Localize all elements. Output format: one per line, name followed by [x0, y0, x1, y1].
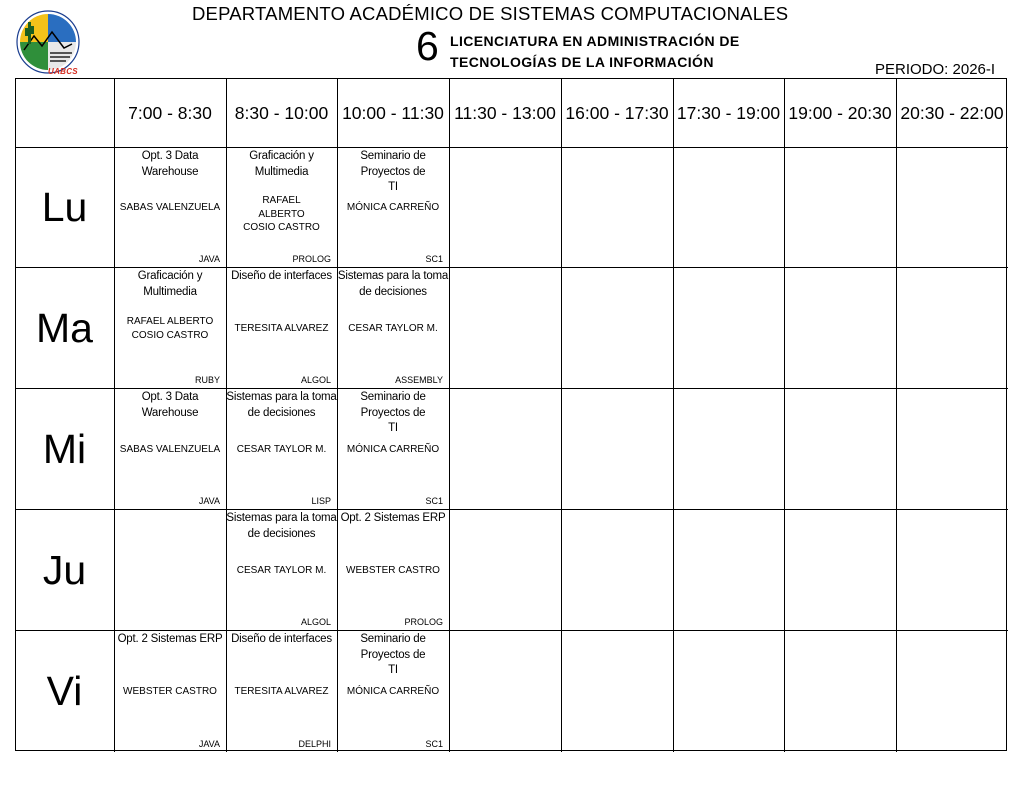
subject-name: Opt. 3 Data Warehouse — [141, 391, 199, 419]
day-label-ju: Ju — [42, 547, 87, 593]
class-cell — [114, 267, 226, 388]
class-cell — [337, 388, 449, 509]
language-tag: JAVA — [198, 739, 220, 749]
time-header: 19:00 - 20:30 — [788, 103, 892, 123]
language-tag: PROLOG — [292, 254, 331, 264]
class-cell — [337, 267, 449, 388]
time-header: 20:30 - 22:00 — [900, 103, 1004, 123]
day-label-ma: Ma — [36, 305, 93, 351]
language-tag: PROLOG — [404, 617, 443, 627]
department-title-text: DEPARTAMENTO ACADÉMICO DE SISTEMAS COMPUTACIONALES — [192, 3, 789, 24]
schedule-table — [15, 78, 1008, 752]
subject-name: Seminario de Proyectos de TI — [360, 633, 426, 676]
logo-text: UABCS — [48, 67, 78, 76]
subject-name: Seminario de Proyectos de TI — [360, 150, 426, 193]
day-label-lu: Lu — [41, 184, 88, 230]
class-cell — [337, 147, 449, 267]
column-divider — [561, 78, 562, 752]
subject-name: Diseño de interfaces — [231, 633, 332, 645]
teacher-name: CESAR TAYLOR M. — [236, 444, 327, 455]
class-cell — [226, 147, 337, 267]
row-divider — [15, 509, 1008, 510]
time-header: 11:30 - 13:00 — [454, 103, 556, 123]
program-title — [450, 31, 740, 73]
subject-name: Sistemas para la toma de decisiones — [337, 270, 449, 298]
language-tag: JAVA — [198, 496, 220, 506]
subject-name: Opt. 2 Sistemas ERP — [117, 633, 223, 645]
language-tag: SC1 — [425, 496, 443, 506]
column-divider — [449, 78, 450, 752]
subject-name: Graficación y Multimedia — [249, 150, 314, 178]
teacher-name: MÓNICA CARREÑO — [346, 202, 440, 213]
subject-name: Sistemas para la toma de decisiones — [226, 391, 337, 419]
program-line-1: LICENCIATURA EN ADMINISTRACIÓN DE — [450, 33, 740, 49]
teacher-name: SABAS VALENZUELA — [119, 202, 221, 213]
period-label: PERIODO: 2026-I — [875, 61, 996, 78]
subject-name: Sistemas para la toma de decisiones — [226, 512, 337, 540]
teacher-name: MÓNICA CARREÑO — [346, 686, 440, 697]
teacher-name: CESAR TAYLOR M. — [348, 323, 438, 334]
time-header: 10:00 - 11:30 — [342, 103, 444, 123]
subject-name: Opt. 2 Sistemas ERP — [340, 512, 446, 524]
semester-number: 6 — [416, 23, 439, 69]
teacher-name: CESAR TAYLOR M. — [236, 565, 327, 576]
time-header: 7:00 - 8:30 — [128, 103, 212, 123]
language-tag: LISP — [311, 496, 331, 506]
class-cell — [226, 267, 337, 388]
language-tag: DELPHI — [298, 739, 331, 749]
teacher-name: TERESITA ALVAREZ — [234, 323, 329, 334]
subject-name: Seminario de Proyectos de TI — [360, 391, 426, 434]
teacher-name: RAFAEL ALBERTO COSIO CASTRO — [126, 316, 214, 341]
language-tag: ALGOL — [300, 375, 331, 385]
language-tag: ASSEMBLY — [395, 375, 443, 385]
teacher-name: TERESITA ALVAREZ — [234, 686, 329, 697]
class-cell — [337, 509, 449, 630]
class-cell — [226, 388, 337, 509]
subject-name: Opt. 3 Data Warehouse — [141, 150, 199, 178]
class-cell — [114, 147, 226, 267]
teacher-name: WEBSTER CASTRO — [346, 565, 440, 576]
time-header: 8:30 - 10:00 — [234, 103, 329, 123]
teacher-name: MÓNICA CARREÑO — [346, 444, 440, 455]
class-cell — [114, 630, 226, 752]
language-tag: JAVA — [198, 254, 220, 264]
class-cell — [114, 388, 226, 509]
language-tag: RUBY — [194, 375, 220, 385]
class-cell — [337, 630, 449, 752]
column-divider — [784, 78, 785, 752]
time-header: 17:30 - 19:00 — [676, 103, 781, 123]
day-label-mi: Mi — [42, 426, 87, 472]
teacher-name: SABAS VALENZUELA — [119, 444, 221, 455]
subject-name: Diseño de interfaces — [231, 270, 332, 282]
language-tag: SC1 — [425, 739, 443, 749]
subject-name: Graficación y Multimedia — [137, 270, 203, 298]
time-header: 16:00 - 17:30 — [565, 103, 669, 123]
language-tag: ALGOL — [300, 617, 331, 627]
teacher-name: WEBSTER CASTRO — [123, 686, 217, 697]
class-cell — [226, 630, 337, 752]
class-cell — [226, 509, 337, 630]
day-label-vi: Vi — [46, 668, 83, 714]
column-divider — [673, 78, 674, 752]
column-divider — [896, 78, 897, 752]
language-tag: SC1 — [425, 254, 443, 264]
program-line-2: TECNOLOGÍAS DE LA INFORMACIÓN — [450, 54, 714, 70]
teacher-name: RAFAEL ALBERTO COSIO CASTRO — [243, 195, 320, 233]
